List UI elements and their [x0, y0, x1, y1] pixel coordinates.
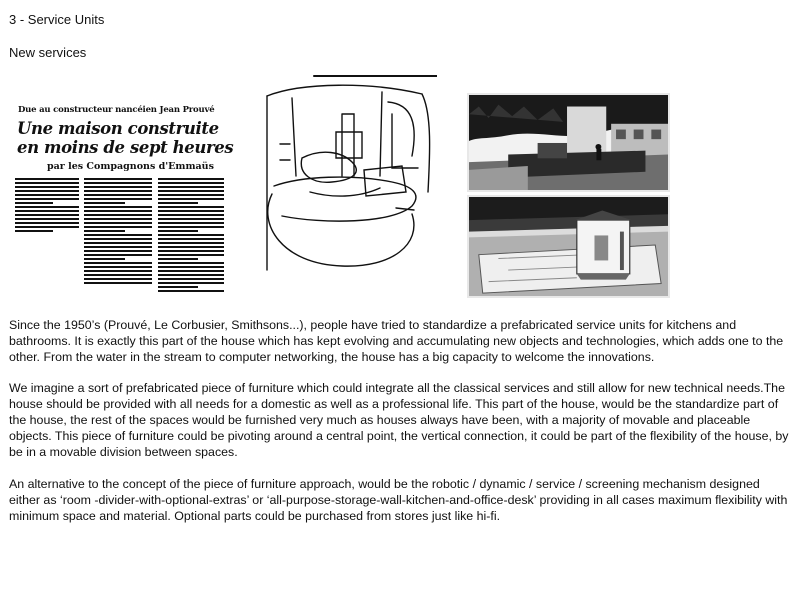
clipping-text-line	[15, 210, 79, 212]
clipping-text-line	[84, 210, 152, 212]
clipping-text-line	[84, 258, 125, 260]
clipping-text-line	[15, 186, 79, 188]
clipping-text-line	[158, 222, 224, 224]
clipping-text-line	[158, 234, 224, 236]
clipping-text-line	[84, 222, 152, 224]
clipping-text-line	[84, 186, 152, 188]
clipping-text-line	[158, 214, 224, 216]
clipping-text-line	[158, 218, 224, 220]
clipping-text-line	[15, 178, 79, 180]
clipping-text-line	[158, 250, 224, 252]
clipping-text-column	[158, 178, 224, 294]
clipping-text-line	[15, 206, 79, 208]
clipping-text-line	[158, 282, 224, 284]
clipping-text-line	[84, 178, 152, 180]
clipping-text-line	[84, 190, 152, 192]
street-photo-image	[467, 93, 670, 192]
clipping-text-line	[84, 242, 152, 244]
clipping-text-line	[15, 226, 79, 228]
clipping-text-line	[158, 178, 224, 180]
clipping-text-line	[84, 226, 152, 228]
clipping-text-line	[84, 270, 152, 272]
clipping-text-column	[84, 178, 152, 286]
clipping-text-line	[158, 266, 224, 268]
clipping-text-line	[84, 214, 152, 216]
clipping-text-line	[158, 254, 224, 256]
clipping-text-line	[84, 194, 152, 196]
clipping-text-line	[84, 218, 152, 220]
service-unit-sketch-image	[262, 74, 437, 272]
clipping-text-line	[158, 202, 198, 204]
clipping-text-line	[84, 274, 152, 276]
paragraph-history: Since the 1950’s (Prouvé, Le Corbusier, Smithsons...), people have tried to standardize a prefabricated service units for kitchens and bathrooms. It is exactly this part of the house which has kept evolving and accumulating new objects and technologies, which adds one to the other. From the water in the stream to computer networking, the house has a big capacity to welcome the innovations.	[9, 318, 784, 364]
clipping-text-line	[15, 190, 79, 192]
clipping-text-line	[15, 194, 79, 196]
clipping-text-line	[84, 198, 152, 200]
clipping-text-line	[84, 262, 152, 264]
clipping-text-line	[15, 230, 53, 232]
clipping-headline-line2: en moins de sept heures	[17, 138, 234, 157]
clipping-text-line	[158, 182, 224, 184]
clipping-text-line	[84, 246, 152, 248]
clipping-text-line	[158, 238, 224, 240]
clipping-text-line	[84, 282, 152, 284]
clipping-text-line	[158, 270, 224, 272]
clipping-text-line	[84, 234, 152, 236]
service-unit-photo-image	[467, 195, 670, 298]
clipping-text-column	[15, 178, 79, 234]
clipping-text-line	[84, 266, 152, 268]
clipping-text-line	[84, 250, 152, 252]
clipping-headline-line1: Une maison construite	[17, 119, 219, 138]
clipping-text-line	[158, 258, 198, 260]
clipping-text-line	[84, 206, 152, 208]
section-subtitle: New services	[9, 45, 87, 60]
clipping-text-line	[158, 226, 224, 228]
clipping-text-line	[84, 230, 125, 232]
paragraph-furniture-concept: We imagine a sort of prefabricated piece of furniture which could integrate all the classical services and still allow for new technical needs.The house should be provided with all needs for a domestic as well as a professional life. This part of the house, would be the standardize part of the house, the rest of the spaces would be furnished very much as houses always have been, with a majority of movable and placeable objects. This piece of furniture could be pivoting around a central point, the vertical connection, it could be part of the flexibility of the house, by be in a movable division between spaces.	[9, 381, 789, 459]
clipping-text-line	[15, 202, 53, 204]
clipping-text-line	[158, 262, 224, 264]
clipping-text-line	[84, 238, 152, 240]
clipping-text-line	[15, 214, 79, 216]
clipping-text-line	[158, 190, 224, 192]
clipping-text-line	[15, 222, 79, 224]
clipping-text-line	[15, 198, 79, 200]
clipping-text-line	[84, 182, 152, 184]
clipping-text-line	[158, 246, 224, 248]
clipping-text-line	[15, 218, 79, 220]
clipping-text-line	[158, 230, 198, 232]
clipping-text-line	[158, 286, 198, 288]
paragraph-alternative-concept: An alternative to the concept of the piece of furniture approach, would be the robotic / dynamic / service / screening mechanism designed either as ‘room -divider-with-optional-extras’ or ‘all-purpose-storage-wall-kitchen-and-office-desk’ providing in all cases maximum flexibility with minimum space and material. Optional parts could be purchased from stores just like hi-fi.	[9, 477, 788, 523]
clipping-kicker: Due au constructeur nancéien Jean Prouvé	[18, 105, 215, 115]
clipping-text-line	[158, 186, 224, 188]
clipping-text-line	[158, 198, 224, 200]
clipping-text-line	[158, 206, 224, 208]
page-title: 3 - Service Units	[9, 12, 105, 27]
clipping-byline: par les Compagnons d'Emmaüs	[47, 161, 214, 172]
clipping-text-line	[15, 182, 79, 184]
clipping-text-line	[84, 278, 152, 280]
newspaper-clipping-image	[12, 105, 234, 297]
clipping-text-line	[158, 278, 224, 280]
clipping-text-line	[158, 194, 224, 196]
clipping-text-line	[158, 290, 224, 292]
clipping-text-line	[158, 274, 224, 276]
clipping-text-line	[84, 254, 152, 256]
clipping-text-line	[158, 242, 224, 244]
clipping-text-line	[84, 202, 125, 204]
clipping-headline	[17, 119, 233, 157]
clipping-text-line	[158, 210, 224, 212]
